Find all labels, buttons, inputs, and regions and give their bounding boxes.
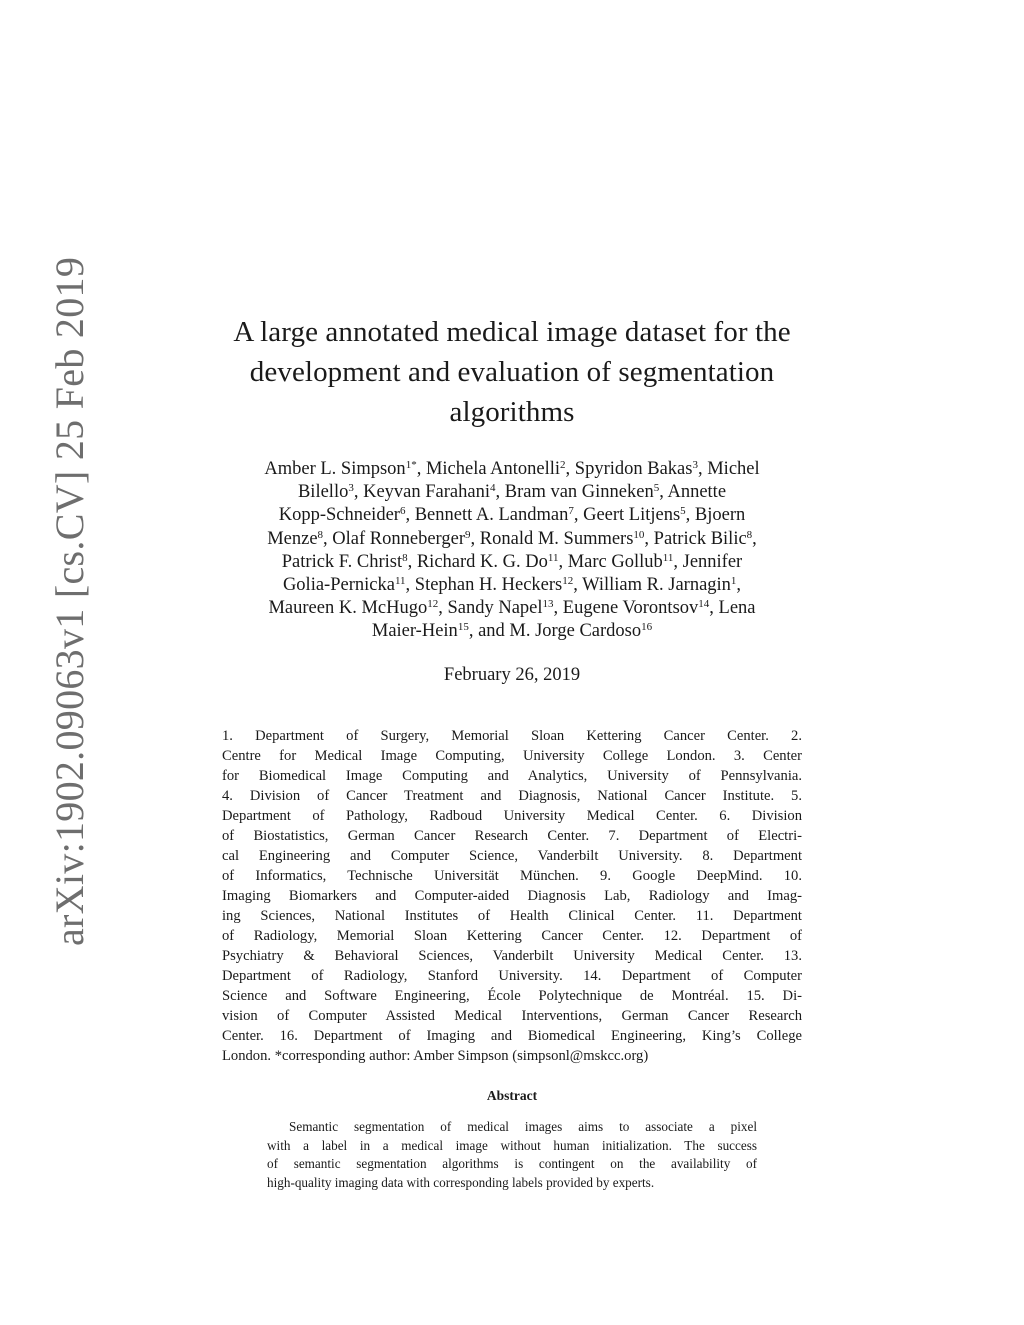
title-line: algorithms — [449, 396, 575, 428]
affiliation-line: of Radiology, Memorial Sloan Kettering Cancer Center. 12. Department of — [222, 928, 802, 945]
affiliation-line: 1. Department of Surgery, Memorial Sloan Kettering Cancer Center. 2. — [222, 727, 802, 744]
arxiv-identifier: arXiv:1902.09063v1 [cs.CV] 25 Feb 2019 — [47, 256, 92, 946]
author-line: Bilello$^3$, Keyvan Farahani$^4$, Bram van Ginneken$^5$, Annette — [297, 482, 727, 503]
author-line: Golia-Pernicka$^{11}$, Stephan H. Heckers$^{12}$, William R. Jarnagin$^1$, — [282, 575, 742, 596]
affiliation-line: cal Engineering and Computer Science, Vanderbilt University. 8. Department — [222, 847, 802, 864]
affiliations — [222, 726, 802, 1067]
affiliation-line: London. *corresponding author: Amber Simpson (simpsonl@mskcc.org) — [222, 1048, 649, 1065]
affiliation-line: ing Sciences, National Institutes of Health Clinical Center. 11. Department — [222, 908, 802, 925]
author-list — [222, 458, 802, 644]
affiliation-line: Department of Radiology, Stanford University. 14. Department of Computer — [222, 968, 802, 985]
abstract-body — [267, 1118, 757, 1192]
author-line: Menze$^8$, Olaf Ronneberger$^9$, Ronald M. Summers$^{10}$, Patrick Bilic$^8$, — [267, 528, 757, 549]
author-line: Maureen K. McHugo$^{12}$, Sandy Napel$^{13}$, Eugene Vorontsov$^{14}$, Lena — [268, 598, 756, 619]
affiliation-line: Center. 16. Department of Imaging and Biomedical Engineering, King’s College — [222, 1028, 802, 1045]
abstract-heading: Abstract — [486, 1088, 538, 1104]
affiliation-line: Imaging Biomarkers and Computer-aided Diagnosis Lab, Radiology and Imag- — [222, 888, 802, 904]
affiliation-line: for Biomedical Image Computing and Analytics, University of Pennsylvania. — [222, 767, 802, 784]
paper-first-page — [222, 312, 802, 1192]
affiliation-line: Department of Pathology, Radboud University Medical Center. 6. Division — [222, 807, 802, 824]
abstract-line: of semantic segmentation algorithms is contingent on the availability of — [267, 1156, 757, 1172]
affiliation-line: Psychiatry & Behavioral Sciences, Vanderbilt University Medical Center. 13. — [222, 948, 802, 965]
paper-title — [222, 312, 802, 432]
title-line: development and evaluation of segmentation — [249, 356, 775, 388]
affiliation-line: Science and Software Engineering, École Polytechnique de Montréal. 15. Di- — [222, 988, 802, 1005]
affiliation-line: 4. Division of Cancer Treatment and Diagnosis, National Cancer Institute. 5. — [222, 787, 802, 804]
author-line: Patrick F. Christ$^8$, Richard K. G. Do$^{11}$, Marc Gollub$^{11}$, Jennifer — [281, 551, 743, 572]
affiliation-line: of Biostatistics, German Cancer Research Center. 7. Department of Electri- — [222, 827, 802, 844]
affiliation-line: of Informatics, Technische Universität München. 9. Google DeepMind. 10. — [222, 867, 802, 884]
author-line: Amber L. Simpson$^{1*}$, Michela Antonelli$^2$, Spyridon Bakas$^3$, Michel — [264, 459, 760, 479]
abstract-line: Semantic segmentation of medical images aims to associate a pixel — [289, 1119, 757, 1135]
author-line: Maier-Hein$^{15}$, and M. Jorge Cardoso$^{16}$ — [371, 621, 653, 642]
title-line: A large annotated medical image dataset for the — [233, 316, 791, 348]
abstract-line: high-quality imaging data with corresponding labels provided by experts. — [267, 1174, 655, 1190]
abstract-line: with a label in a medical image without human initialization. The success — [267, 1137, 757, 1153]
affiliation-line: Centre for Medical Image Computing, University College London. 3. Center — [222, 747, 802, 764]
publication-date: February 26, 2019 — [443, 664, 581, 685]
affiliation-line: vision of Computer Assisted Medical Interventions, German Cancer Research — [222, 1008, 802, 1025]
author-line: Kopp-Schneider$^6$, Bennett A. Landman$^7$, Geert Litjens$^5$, Bjoern — [278, 505, 746, 526]
